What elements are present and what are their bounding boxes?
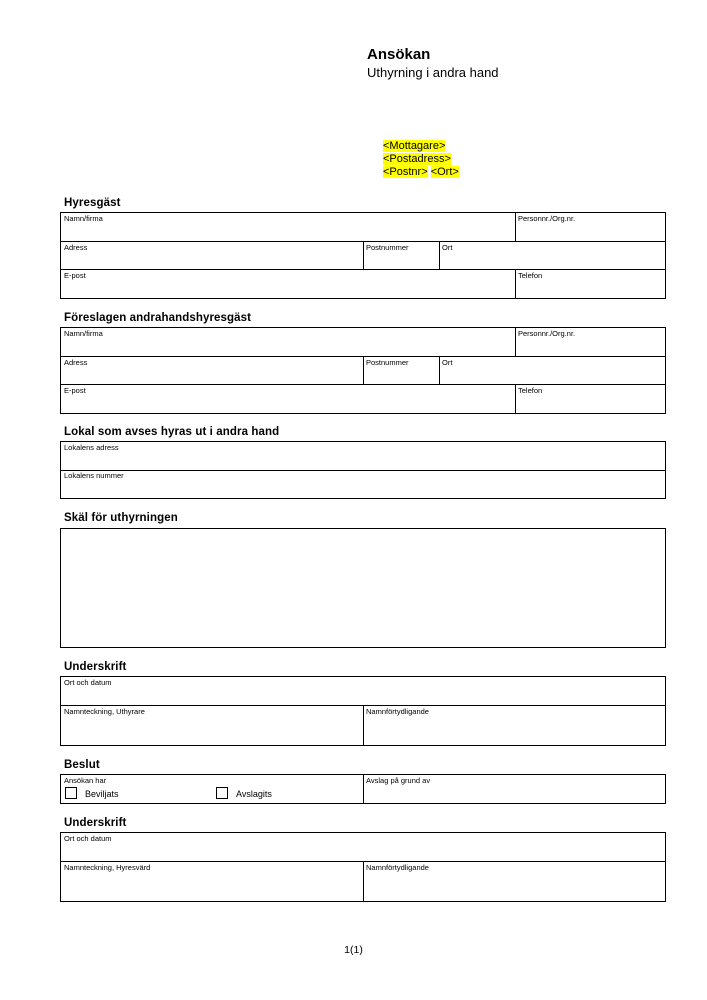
landlord-signature-label: Namnteckning, Hyresvärd xyxy=(64,863,151,872)
subtenant-section xyxy=(60,327,666,414)
tenant-city-label: Ort xyxy=(442,243,453,252)
subtenant-address-label: Adress xyxy=(64,358,88,367)
tenant-name-field[interactable] xyxy=(61,213,515,242)
landlord-place-date-field[interactable] xyxy=(61,833,665,862)
divider xyxy=(61,470,665,471)
tenant-email-label: E-post xyxy=(64,271,86,280)
approved-checkbox[interactable] xyxy=(65,787,77,799)
premises-section xyxy=(60,441,666,499)
subtenant-phone-label: Telefon xyxy=(518,386,543,395)
divider xyxy=(439,356,440,384)
page-number: 1(1) xyxy=(344,944,363,956)
place-date-label: Ort och datum xyxy=(64,678,112,687)
recipient-postcode: <Postnr> xyxy=(383,166,428,178)
tenant-heading: Hyresgäst xyxy=(64,197,121,209)
tenant-email-field[interactable] xyxy=(61,270,515,298)
subtenant-heading: Föreslagen andrahandshyresgäst xyxy=(64,312,252,324)
tenant-name-label: Namn/firma xyxy=(64,214,103,223)
divider xyxy=(363,241,364,269)
signature-section xyxy=(60,676,666,746)
lessor-signature-label: Namnteckning, Uthyrare xyxy=(64,707,145,716)
landlord-signature-heading: Underskrift xyxy=(64,817,127,829)
divider xyxy=(61,384,665,385)
divider xyxy=(363,356,364,384)
subtenant-name-field[interactable] xyxy=(61,328,515,357)
divider xyxy=(61,269,665,270)
application-label: Ansökan har xyxy=(64,776,107,785)
subtenant-zip-label: Postnummer xyxy=(366,358,409,367)
tenant-phone-label: Telefon xyxy=(518,271,543,280)
divider xyxy=(363,861,364,901)
recipient-postcode-city xyxy=(383,166,459,179)
document-title: Ansökan xyxy=(367,46,431,63)
tenant-city-field[interactable] xyxy=(439,242,665,270)
tenant-zip-label: Postnummer xyxy=(366,243,409,252)
landlord-signature-section xyxy=(60,832,666,902)
subtenant-email-label: E-post xyxy=(64,386,86,395)
premises-heading: Lokal som avses hyras ut i andra hand xyxy=(64,426,280,438)
landlord-name-clarification-label: Namnförtydligande xyxy=(366,863,429,872)
reason-heading: Skäl för uthyrningen xyxy=(64,512,178,524)
premises-address-label: Lokalens adress xyxy=(64,443,119,452)
tenant-address-field[interactable] xyxy=(61,242,363,270)
signature-heading: Underskrift xyxy=(64,661,127,673)
subtenant-city-field[interactable] xyxy=(439,357,665,385)
recipient-name: <Mottagare> xyxy=(383,140,446,152)
subtenant-email-field[interactable] xyxy=(61,385,515,413)
document-subtitle: Uthyrning i andra hand xyxy=(367,65,499,80)
rejected-checkbox[interactable] xyxy=(216,787,228,799)
reason-textarea[interactable] xyxy=(60,528,666,648)
tenant-address-label: Adress xyxy=(64,243,88,252)
rejection-reason-label: Avslag på grund av xyxy=(366,776,431,785)
divider xyxy=(515,269,516,298)
tenant-section xyxy=(60,212,666,299)
subtenant-address-field[interactable] xyxy=(61,357,363,385)
approved-label: Beviljats xyxy=(85,789,119,799)
decision-section xyxy=(60,774,666,804)
divider xyxy=(363,705,364,745)
premises-number-label: Lokalens nummer xyxy=(64,471,124,480)
subtenant-city-label: Ort xyxy=(442,358,453,367)
landlord-place-date-label: Ort och datum xyxy=(64,834,112,843)
divider xyxy=(515,213,516,241)
signature-place-date-field[interactable] xyxy=(61,677,665,706)
divider xyxy=(439,241,440,269)
premises-address-field[interactable] xyxy=(61,442,665,471)
recipient-postal-address: <Postadress> xyxy=(383,153,451,165)
divider xyxy=(515,328,516,356)
subtenant-id-label: Personnr./Org.nr. xyxy=(518,329,576,338)
decision-heading: Beslut xyxy=(64,759,100,771)
divider xyxy=(515,384,516,413)
recipient-city: <Ort> xyxy=(430,166,459,178)
rejected-label: Avslagits xyxy=(236,789,272,799)
premises-number-field[interactable] xyxy=(61,471,665,498)
name-clarification-label: Namnförtydligande xyxy=(366,707,429,716)
subtenant-name-label: Namn/firma xyxy=(64,329,103,338)
tenant-id-label: Personnr./Org.nr. xyxy=(518,214,576,223)
